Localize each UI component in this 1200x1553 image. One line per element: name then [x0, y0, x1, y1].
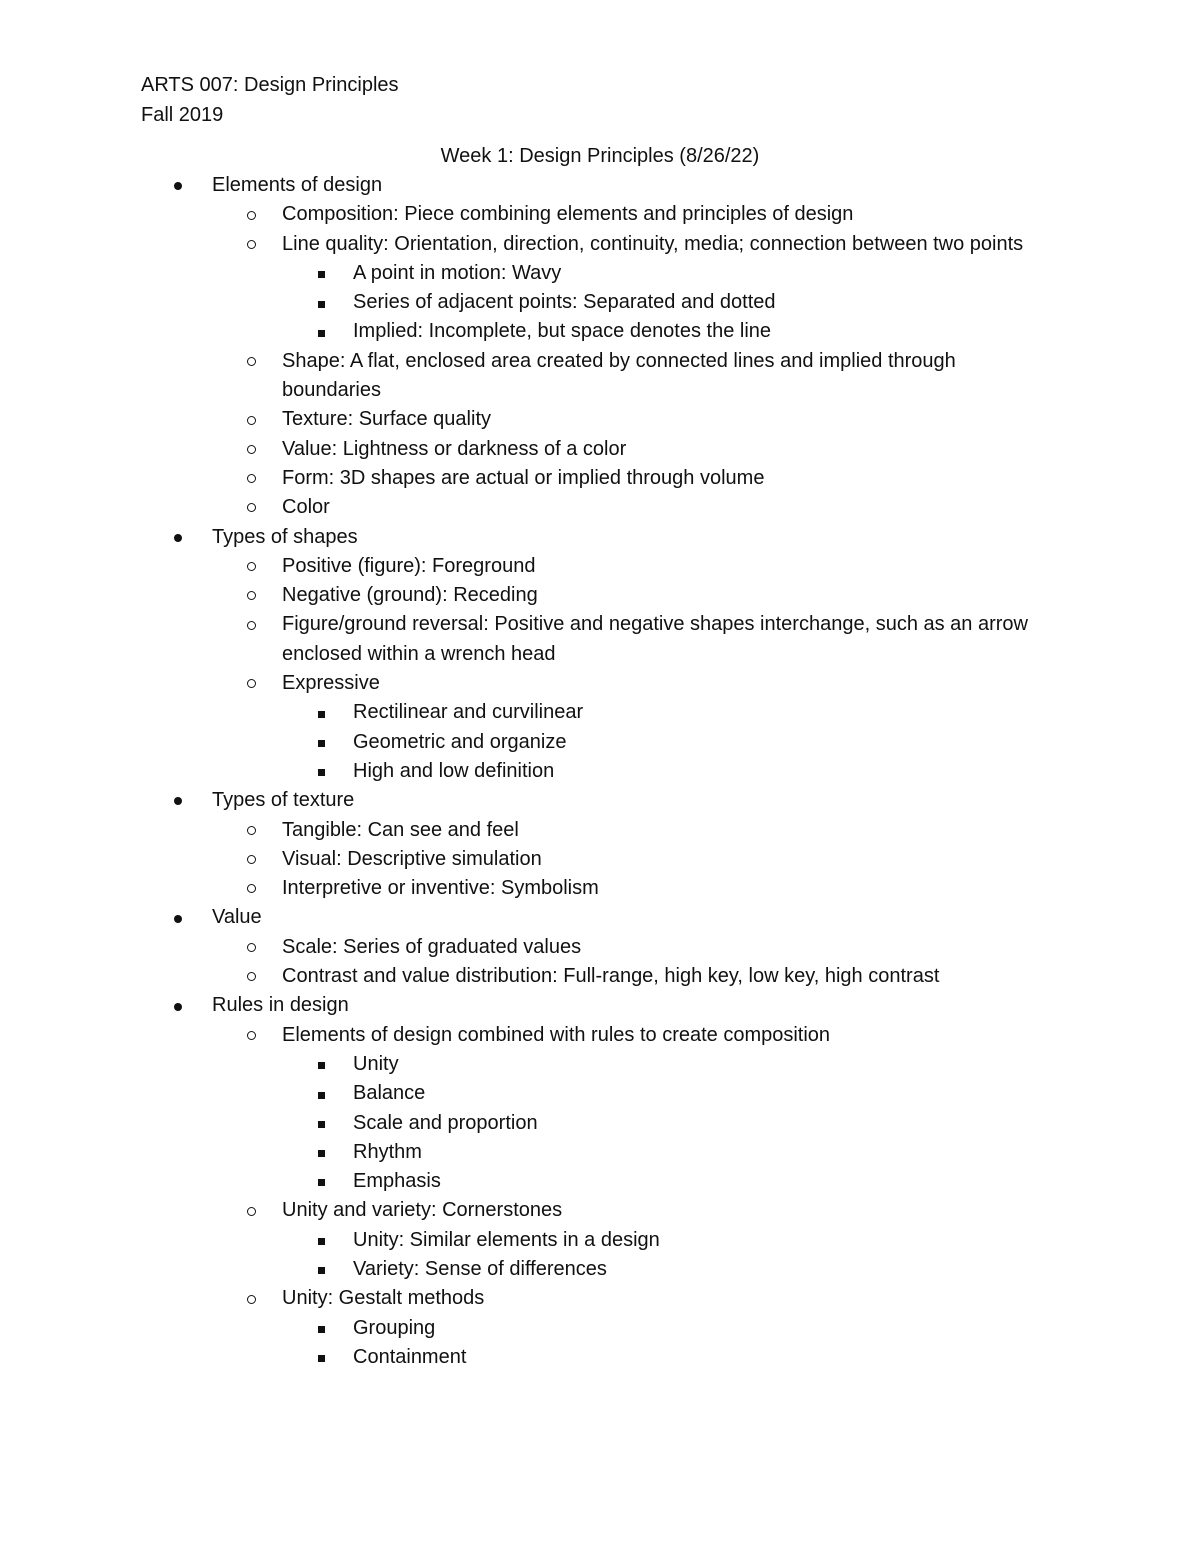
outline-item-text: Value: Lightness or darkness of a color	[282, 437, 627, 460]
outline-item-text: Implied: Incomplete, but space denotes the line	[353, 320, 772, 343]
outline-item-text: Elements of design combined with rules to create composition	[282, 1023, 831, 1046]
outline-item-level-3	[0, 1226, 1053, 1255]
outline-item-level-1	[0, 786, 1032, 815]
bullet-square-icon	[318, 318, 325, 347]
outline-item-text: Interpretive or inventive: Symbolism	[282, 877, 599, 900]
bullet-circle-icon	[247, 962, 256, 991]
bullet-square-icon	[318, 1168, 325, 1197]
outline-item-text: Color	[282, 496, 330, 519]
outline-item-level-2	[0, 669, 1042, 698]
outline-item-level-3	[0, 1314, 1053, 1343]
bullet-circle-icon	[247, 1196, 256, 1225]
bullet-square-icon	[318, 1139, 325, 1168]
outline-item-text: Balance	[353, 1082, 426, 1105]
bullet-circle-icon	[247, 464, 256, 493]
outline-item-level-3	[0, 728, 1053, 757]
outline-item-level-3	[0, 698, 1053, 727]
outline-item-text: Emphasis	[353, 1170, 441, 1193]
outline-item-level-2	[0, 933, 1042, 962]
bullet-circle-icon	[247, 581, 256, 610]
bullet-circle-icon	[247, 933, 256, 962]
bullet-square-icon	[318, 1315, 325, 1344]
course-title: ARTS 007: Design Principles	[141, 74, 399, 96]
page-title: Week 1: Design Principles (8/26/22)	[440, 145, 760, 167]
outline-item-level-3	[0, 1343, 1053, 1372]
outline-item-level-2	[0, 405, 1042, 434]
outline-item-text: Scale and proportion	[353, 1111, 538, 1134]
bullet-circle-icon	[247, 230, 256, 259]
outline-item-text: Tangible: Can see and feel	[282, 818, 519, 841]
outline-item-level-2	[0, 816, 1042, 845]
outline-item-text: High and low definition	[353, 759, 555, 782]
outline-item-text: A point in motion: Wavy	[353, 261, 562, 284]
outline-item-level-3	[0, 1050, 1053, 1079]
bullet-circle-icon	[247, 845, 256, 874]
outline-item-text: Types of texture	[212, 789, 355, 812]
bullet-square-icon	[318, 289, 325, 318]
bullet-square-icon	[318, 758, 325, 787]
outline-item-level-3	[0, 259, 1053, 288]
outline-item-text: Unity: Similar elements in a design	[353, 1228, 660, 1251]
outline-item-text: Unity: Gestalt methods	[282, 1287, 485, 1310]
outline-item-level-2	[0, 552, 1042, 581]
bullet-circle-icon	[247, 493, 256, 522]
outline-item-level-2	[0, 1196, 1042, 1225]
outline-item-level-3	[0, 1138, 1053, 1167]
outline-item-text: Types of shapes	[212, 525, 358, 548]
outline-item-level-2	[0, 464, 1042, 493]
outline-item-text: Unity	[353, 1052, 399, 1075]
outline-item-level-2	[0, 874, 1042, 903]
bullet-dot-icon	[174, 171, 182, 200]
bullet-circle-icon	[247, 1021, 256, 1050]
outline-item-level-3	[0, 1255, 1053, 1284]
bullet-dot-icon	[174, 786, 182, 815]
outline-item-level-3	[0, 757, 1053, 786]
term-label: Fall 2019	[141, 104, 224, 126]
outline-item-level-2	[0, 493, 1042, 522]
outline-item-level-3	[0, 1109, 1053, 1138]
outline-item-level-2	[0, 610, 1042, 669]
outline-item-text: Variety: Sense of differences	[353, 1257, 607, 1280]
bullet-circle-icon	[247, 405, 256, 434]
outline-item-level-2	[0, 230, 1042, 259]
bullet-square-icon	[318, 1256, 325, 1285]
outline-item-level-3	[0, 1079, 1053, 1108]
outline-item-text: Unity and variety: Cornerstones	[282, 1199, 563, 1222]
bullet-circle-icon	[247, 1284, 256, 1313]
outline-item-text: Rhythm	[353, 1140, 422, 1163]
outline-item-level-2	[0, 1284, 1042, 1313]
outline-item-level-1	[0, 903, 1032, 932]
bullet-circle-icon	[247, 610, 256, 639]
outline-item-level-2	[0, 200, 1042, 229]
bullet-circle-icon	[247, 200, 256, 229]
outline-item-level-1	[0, 171, 1032, 200]
outline-item-level-2	[0, 1021, 1042, 1050]
notes-outline	[0, 171, 1200, 1372]
bullet-dot-icon	[174, 991, 182, 1020]
outline-item-text: Visual: Descriptive simulation	[282, 847, 542, 870]
bullet-square-icon	[318, 699, 325, 728]
outline-item-text: Elements of design	[212, 174, 383, 196]
outline-item-level-3	[0, 1167, 1053, 1196]
bullet-square-icon	[318, 1344, 325, 1373]
outline-item-level-2	[0, 435, 1042, 464]
bullet-square-icon	[318, 260, 325, 289]
outline-item-text: Line quality: Orientation, direction, continuity, media; connection between two points	[282, 232, 1024, 255]
outline-item-level-3	[0, 288, 1053, 317]
bullet-dot-icon	[174, 523, 182, 552]
outline-item-text: Shape: A flat, enclosed area created by connected lines and implied through boundaries	[282, 349, 956, 402]
outline-item-level-2	[0, 347, 1042, 406]
outline-item-text: Rules in design	[212, 994, 349, 1017]
outline-item-text: Rectilinear and curvilinear	[353, 701, 584, 724]
outline-item-text: Texture: Surface quality	[282, 408, 491, 431]
bullet-circle-icon	[247, 347, 256, 376]
bullet-circle-icon	[247, 874, 256, 903]
outline-item-text: Grouping	[353, 1316, 436, 1339]
bullet-square-icon	[318, 1227, 325, 1256]
bullet-circle-icon	[247, 552, 256, 581]
outline-item-level-2	[0, 845, 1042, 874]
outline-item-text: Containment	[353, 1345, 467, 1368]
outline-item-text: Negative (ground): Receding	[282, 584, 538, 607]
bullet-square-icon	[318, 729, 325, 758]
outline-item-text: Value	[212, 906, 262, 929]
outline-item-level-1	[0, 523, 1032, 552]
outline-item-text: Series of adjacent points: Separated and dotted	[353, 291, 776, 314]
outline-item-text: Figure/ground reversal: Positive and negative shapes interchange, such as an arrow enclosed within a wrench head	[282, 613, 1028, 665]
outline-item-text: Composition: Piece combining elements and principles of design	[282, 203, 854, 226]
outline-item-text: Positive (figure): Foreground	[282, 554, 536, 577]
outline-item-text: Expressive	[282, 672, 380, 695]
bullet-circle-icon	[247, 816, 256, 845]
bullet-square-icon	[318, 1110, 325, 1139]
outline-item-level-2	[0, 962, 1042, 991]
outline-item-text: Scale: Series of graduated values	[282, 935, 582, 958]
outline-item-text: Form: 3D shapes are actual or implied through volume	[282, 466, 765, 489]
bullet-circle-icon	[247, 669, 256, 698]
outline-item-level-3	[0, 317, 1053, 346]
outline-item-level-1	[0, 991, 1032, 1020]
bullet-circle-icon	[247, 435, 256, 464]
outline-item-level-2	[0, 581, 1042, 610]
outline-item-text: Contrast and value distribution: Full-range, high key, low key, high contrast	[282, 965, 940, 988]
outline-item-text: Geometric and organize	[353, 730, 567, 753]
bullet-square-icon	[318, 1080, 325, 1109]
bullet-square-icon	[318, 1051, 325, 1080]
bullet-dot-icon	[174, 903, 182, 932]
